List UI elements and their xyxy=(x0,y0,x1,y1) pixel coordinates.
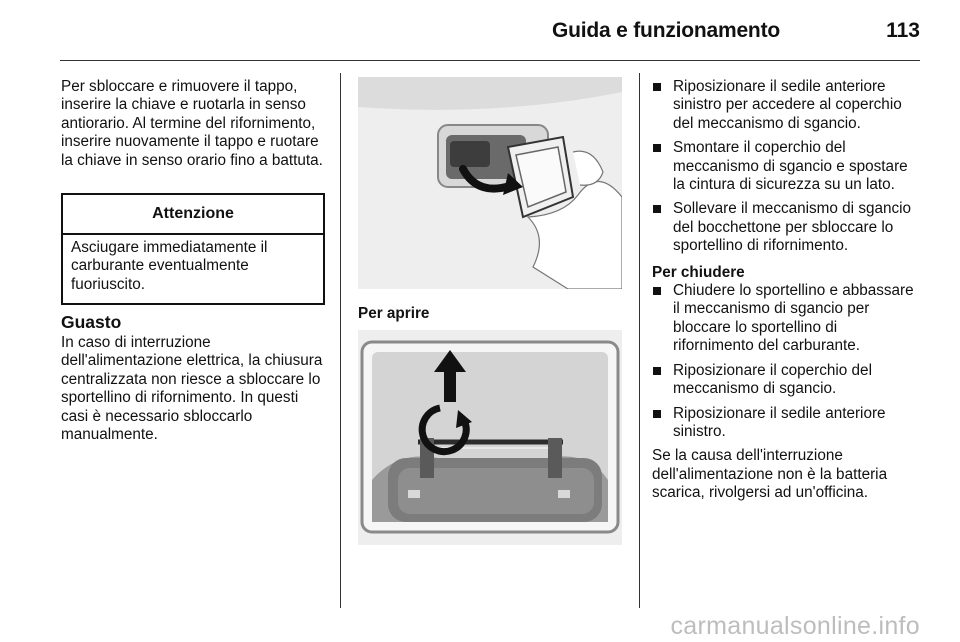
page-number: 113 xyxy=(886,19,920,42)
bullet-square-icon xyxy=(653,410,661,418)
figure-label-per-aprire: Per aprire xyxy=(358,305,430,322)
closing-paragraph: Se la causa dell'interruzione dell'alimentazione non è la batteria scarica, rivolgersi ad un'officina. xyxy=(652,447,888,502)
column-divider-right xyxy=(639,73,640,608)
intro-paragraph: Per sbloccare e rimuovere il tappo, inserire la chiave e ruotarla in senso antiorario. Al termine del rifornimento, inserire nuovamente il tappo e ruotare la chiave in senso orario fino a battuta. xyxy=(61,78,323,169)
list-item: Sollevare il meccanismo di sgancio del bocchettone per sbloccare lo sportellino di rifornimento. xyxy=(652,200,922,255)
subheading-per-chiudere: Per chiudere xyxy=(652,263,745,281)
bullet-square-icon xyxy=(653,287,661,295)
warning-title: Attenzione xyxy=(63,195,323,235)
release-mechanism-illustration xyxy=(358,330,622,545)
warning-text: Asciugare immediatamente il carburante eventualmente fuoriuscito. xyxy=(71,239,268,293)
column-divider-left xyxy=(340,73,341,608)
header-divider xyxy=(60,60,920,61)
bullet-square-icon xyxy=(653,367,661,375)
cover-removal-illustration xyxy=(358,77,622,289)
bullet-square-icon xyxy=(653,205,661,213)
warning-box xyxy=(61,193,325,305)
list-item: Riposizionare il coperchio del meccanismo di sgancio. xyxy=(652,362,922,399)
bullet-square-icon xyxy=(653,144,661,152)
bullet-square-icon xyxy=(653,83,661,91)
section-title-guasto: Guasto xyxy=(61,312,122,332)
list-item: Chiudere lo sportellino e abbassare il meccanismo di sgancio per bloccare lo sportellino di rifornimento del carburante. xyxy=(652,282,922,356)
column-right xyxy=(652,78,922,503)
column-left-section xyxy=(61,334,327,444)
column-left xyxy=(61,78,327,170)
list-item: Riposizionare il sedile anteriore sinistro. xyxy=(652,405,922,442)
list-item: Smontare il coperchio del meccanismo di sgancio e spostare la cintura di sicurezza su un lato. xyxy=(652,139,922,194)
page-header-title: Guida e funzionamento xyxy=(552,19,780,42)
list-item: Riposizionare il sedile anteriore sinistro per accedere al coperchio del meccanismo di sgancio. xyxy=(652,78,922,133)
watermark-text: carmanualsonline.info xyxy=(670,612,920,640)
guasto-paragraph: In caso di interruzione dell'alimentazione elettrica, la chiusura centralizzata non riesce a sbloccare lo sportellino di rifornimento. In questi casi è necessario sbloccarlo manualmente. xyxy=(61,334,323,444)
